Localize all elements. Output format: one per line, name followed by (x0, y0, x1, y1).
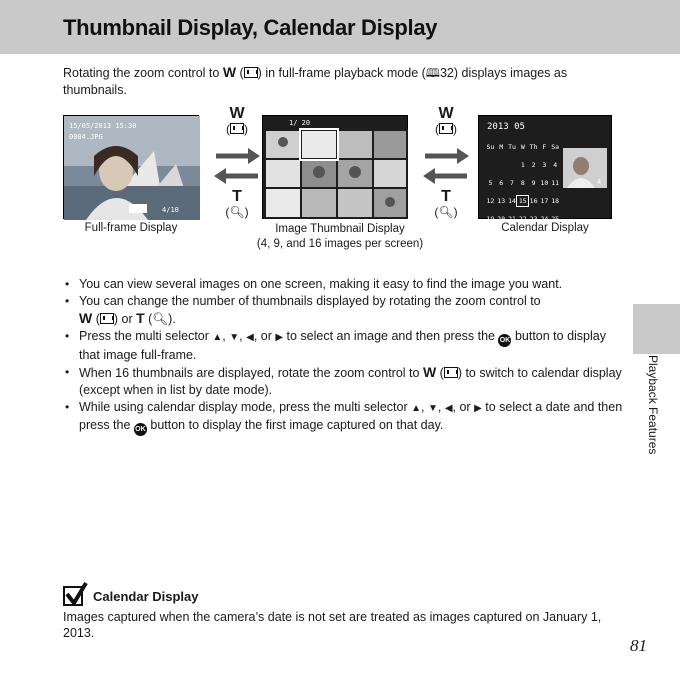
arrow-left-icon: ◀ (246, 332, 254, 343)
calendar-day: 21 (508, 215, 516, 223)
calendar-day: 28 (508, 233, 516, 241)
calendar-day: 4 (553, 161, 558, 169)
book-icon: 🕮 (425, 66, 440, 80)
thumbnail-icon (439, 123, 453, 134)
arrow-down-icon: ▼ (427, 403, 438, 414)
calendar-day: 24 (540, 215, 549, 223)
list-item: • While using calendar display mode, press the multi selector ▲, ▼, ◀, or ▶ to select a date and then press the OK button to display the first image captured on that day. (63, 399, 623, 436)
full-frame-photo (64, 116, 200, 220)
frame-counter: 4/10 (162, 206, 179, 214)
calendar-day: 19 (486, 215, 495, 223)
section-tab-label: Playback Features (646, 355, 660, 455)
thumbnail-icon (444, 367, 458, 378)
ok-button-icon: OK (498, 334, 511, 347)
zoom-t-label-left: T (🔍︎) (225, 188, 249, 219)
calendar-day: 2 (531, 161, 536, 169)
calendar-week-row (485, 172, 561, 190)
arrow-right-icon: ▶ (275, 332, 284, 343)
note-heading (63, 585, 199, 607)
arrow-left-icon: ◀ (444, 403, 453, 414)
ok-button-icon: OK (134, 423, 147, 436)
thumbnail-icon (244, 67, 258, 78)
datetime-readout: 15/05/2013 15:30 (69, 122, 137, 130)
calendar-weekday: Sa (551, 143, 560, 151)
switch-arrows-right (421, 146, 471, 186)
calendar-day: 23 (529, 215, 538, 223)
section-tab (633, 304, 680, 354)
calendar-day: 10 (540, 179, 549, 187)
calendar-day: 20 (497, 215, 506, 223)
calendar-day: 29 (518, 233, 527, 241)
list-item: • Press the multi selector ▲, ▼, ◀, or ▶ to select an image and then press the OK button to display that image full-frame. (63, 328, 623, 364)
calendar-day: 15 (518, 197, 527, 205)
bullet-list (63, 276, 623, 436)
arrow-up-icon: ▲ (212, 332, 223, 343)
calendar-day: 13 (497, 197, 506, 205)
page-number: 81 (630, 636, 647, 655)
list-item: • You can view several images on one screen, making it easy to find the image you want. (63, 276, 623, 293)
zoom-w-label-left: W ( ) (226, 105, 248, 136)
note-title: Calendar Display (93, 588, 199, 604)
calendar-day: 14 (508, 197, 516, 205)
calendar-day: 17 (540, 197, 549, 205)
calendar-day: 3 (542, 161, 547, 169)
calendar-weekday-row (485, 136, 561, 154)
magnify-icon: 🔍︎ (438, 205, 454, 219)
thumbnail-caption: Image Thumbnail Display (4, 9, and 16 images per screen) (256, 223, 424, 250)
intro-paragraph: Rotating the zoom control to W ( ) in full-frame playback mode (🕮32) displays images as thumbnails. (63, 64, 568, 97)
note-text: Images captured when the camera’s date is not set are treated as images captured on January 1, 2013. (63, 610, 602, 640)
full-frame-caption: Full-frame Display (84, 222, 178, 234)
thumbnail-grid (263, 116, 409, 220)
calendar-weekday: F (542, 143, 547, 151)
arrow-up-icon: ▲ (411, 403, 422, 414)
calendar-day: 26 (486, 233, 495, 241)
zoom-w-symbol: W (222, 64, 237, 80)
calendar-weekday: W (520, 143, 525, 151)
calendar-day: 8 (520, 179, 525, 187)
thumbnail-icon (230, 123, 244, 134)
magnify-icon: 🔍︎ (152, 312, 169, 326)
zoom-t-label-right: T (🔍︎) (434, 188, 458, 219)
calendar-day: 1 (520, 161, 525, 169)
calendar-day: 5 (488, 179, 493, 187)
calendar-weekday: Th (529, 143, 538, 151)
magnify-icon: 🔍︎ (229, 205, 245, 219)
switch-arrows-left (212, 146, 262, 186)
filename-readout: 0004.JPG (69, 133, 103, 141)
calendar-day: 12 (486, 197, 495, 205)
calendar-day: 18 (551, 197, 560, 205)
thumbnail-counter: 1/ 20 (289, 119, 311, 127)
page-title: Thumbnail Display, Calendar Display (63, 15, 438, 40)
calendar-day: 7 (510, 179, 514, 187)
full-frame-screen (63, 115, 199, 219)
thumbnail-screen (262, 115, 408, 219)
arrow-down-icon: ▼ (229, 332, 240, 343)
calendar-image-count: 4 (597, 178, 602, 186)
calendar-day: 27 (497, 233, 506, 241)
calendar-caption: Calendar Display (501, 222, 589, 234)
calendar-weekday: Su (486, 143, 495, 151)
calendar-day: 22 (518, 215, 527, 223)
list-item: • When 16 thumbnails are displayed, rotate the zoom control to W ( ) to switch to calendar display (except when in list by date mode). (63, 364, 623, 399)
calendar-day: 9 (531, 179, 536, 187)
calendar-week-row (485, 190, 561, 208)
calendar-day: 11 (551, 179, 560, 187)
calendar-day: 31 (540, 233, 549, 241)
calendar-day: 25 (551, 215, 560, 223)
calendar-week-row (485, 154, 561, 172)
calendar-day: 30 (529, 233, 538, 241)
calendar-day: 6 (499, 179, 504, 187)
calendar-day: 16 (529, 197, 538, 205)
calendar-weekday: M (499, 143, 504, 151)
checkmark-icon (63, 586, 83, 606)
calendar-month-heading: 2013 05 (487, 122, 525, 132)
thumbnail-icon (100, 313, 114, 324)
arrow-right-icon: ▶ (474, 403, 482, 414)
page-ref: 32 (439, 66, 454, 80)
title-bar (0, 0, 680, 54)
zoom-w-label-right: W ( ) (435, 105, 457, 136)
calendar-weekday: Tu (508, 143, 516, 151)
list-item: • You can change the number of thumbnails displayed by rotating the zoom control to W ( ) or T (🔍︎). (63, 293, 623, 328)
